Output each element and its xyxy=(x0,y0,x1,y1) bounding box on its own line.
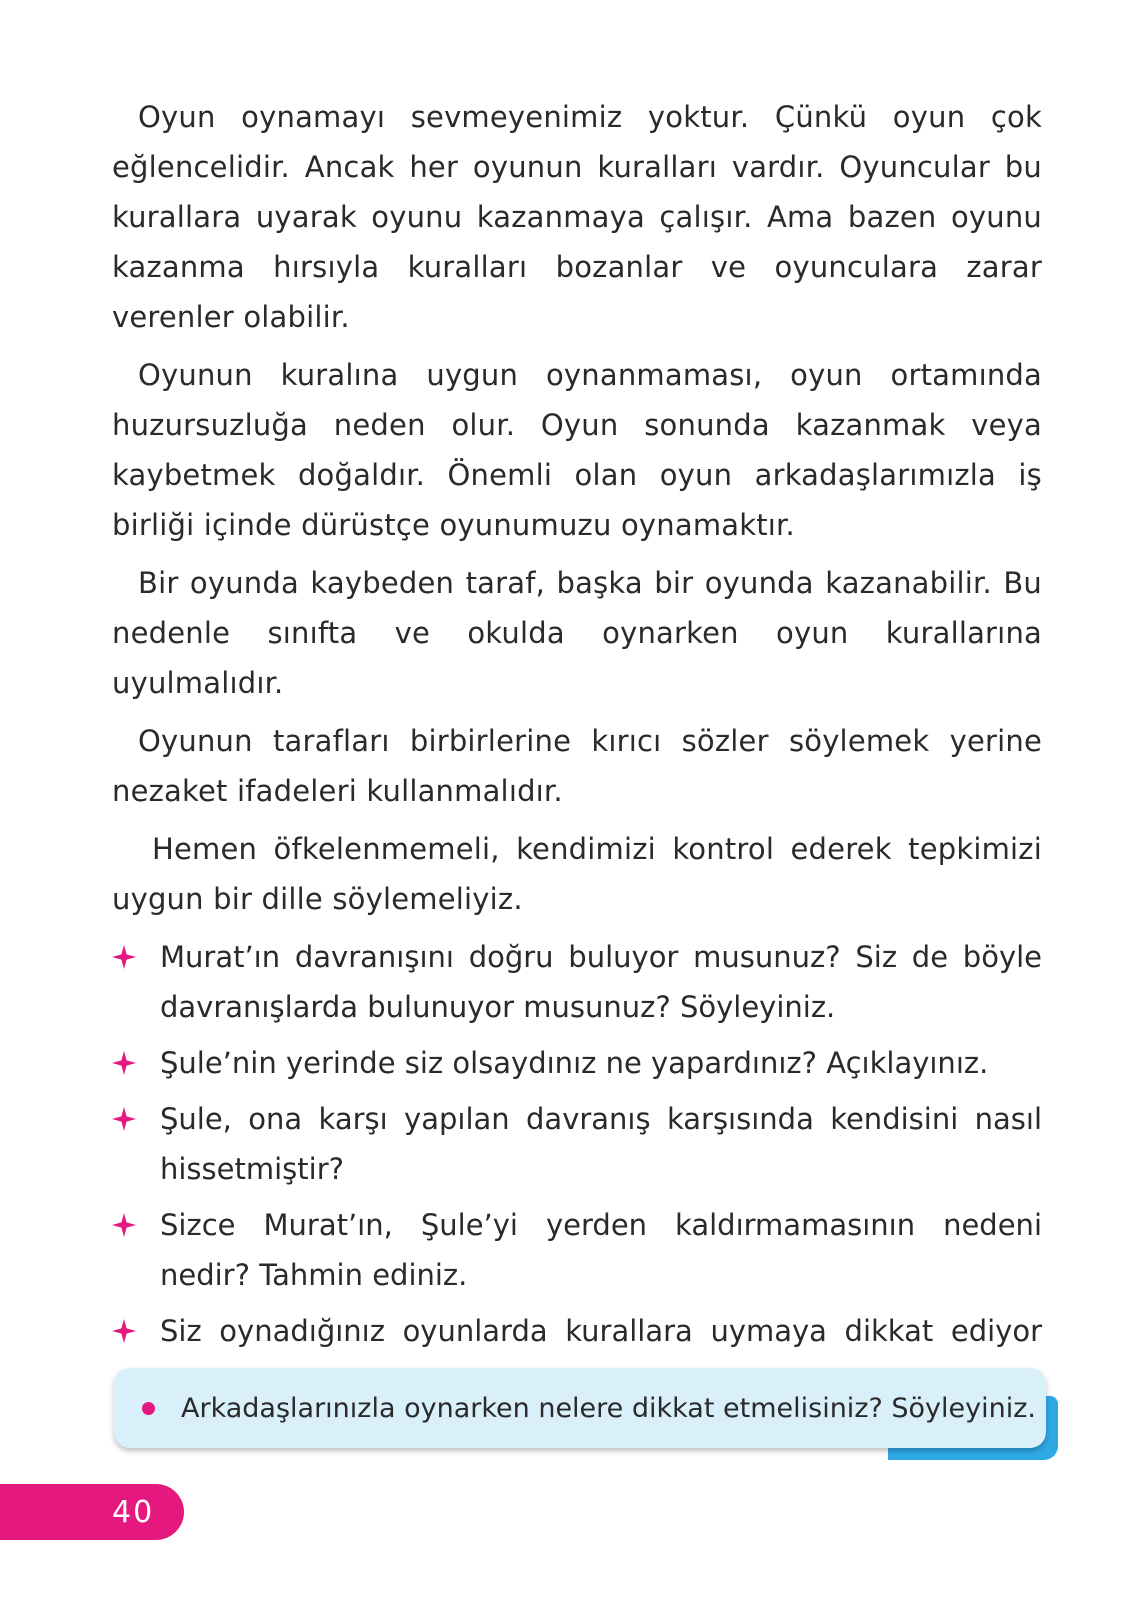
question-text: Murat’ın davranışını doğru buluyor musunuz? Siz de böyle davranışlarda bulunuyor musunuz? Söyleyiniz. xyxy=(160,940,1042,1024)
question-text: Şule, ona karşı yapılan davranış karşısında kendisini nasıl hissetmiştir? xyxy=(160,1102,1042,1186)
star-bullet-icon xyxy=(112,1051,136,1075)
note-box xyxy=(114,1368,1046,1448)
paragraph-4: Oyunun tarafları birbirlerine kırıcı sözler söylemek yerine nezaket ifadeleri kullanmalıdır. xyxy=(112,724,1042,808)
page-number-tab xyxy=(0,1484,184,1540)
page-content xyxy=(112,92,1042,1412)
page-number: 40 xyxy=(112,1494,155,1530)
question-item-3 xyxy=(112,1094,1042,1194)
question-text: Siz oynadığınız oyunlarda kurallara uymaya dikkat ediyor xyxy=(160,1314,1042,1348)
star-bullet-icon xyxy=(112,945,136,969)
question-item-1 xyxy=(112,932,1042,1032)
star-bullet-icon xyxy=(112,1213,136,1237)
note-text: Arkadaşlarınızla oynarken nelere dikkat etmelisiniz? Söyleyiniz. xyxy=(181,1392,1036,1424)
paragraph-3: Bir oyunda kaybeden taraf, başka bir oyunda kazanabilir. Bu nedenle sınıfta ve okulda oynarken oyun kurallarına uyulmalıdır. xyxy=(112,566,1042,700)
question-list xyxy=(112,932,1042,1406)
note-box-panel xyxy=(114,1368,1046,1448)
star-bullet-icon xyxy=(112,1319,136,1343)
dot-bullet-icon xyxy=(142,1402,155,1415)
question-text: Şule’nin yerinde siz olsaydınız ne yapardınız? Açıklayınız. xyxy=(160,1046,989,1080)
paragraph-1: Oyun oynamayı sevmeyenimiz yoktur. Çünkü oyun çok eğlencelidir. Ancak her oyunun kuralları vardır. Oyuncular bu kurallara uyarak oyunu kazanmaya çalışır. Ama bazen oyunu kazanma hırsıyla kuralları bozanlar ve oyunculara zarar verenler olabilir. xyxy=(112,100,1042,334)
paragraph-2: Oyunun kuralına uygun oynanmaması, oyun ortamında huzursuzluğa neden olur. Oyun sonunda kazanmak veya kaybetmek doğaldır. Önemli olan oyun arkadaşlarımızla iş birliği içinde dürüstçe oyunumuzu oynamaktır. xyxy=(112,358,1042,542)
star-bullet-icon xyxy=(112,1107,136,1131)
question-item-2 xyxy=(112,1038,1042,1088)
question-text: Sizce Murat’ın, Şule’yi yerden kaldırmamasının nedeni nedir? Tahmin ediniz. xyxy=(160,1208,1042,1292)
paragraph-5: Hemen öfkelenmemeli, kendimizi kontrol ederek tepkimizi uygun bir dille söylemeliyiz. xyxy=(112,832,1042,916)
question-item-4 xyxy=(112,1200,1042,1300)
